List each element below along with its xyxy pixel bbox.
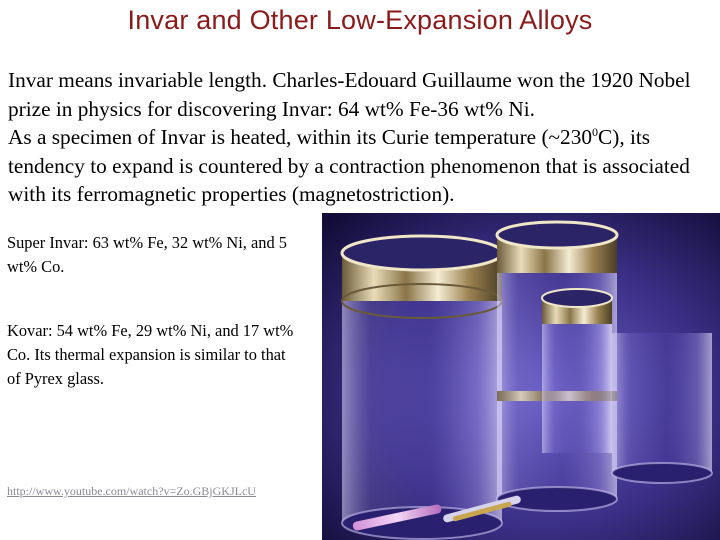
kovar-text: Kovar: 54 wt% Fe, 29 wt% Ni, and 17 wt% Co. Its thermal expansion is similar to that of Pyrex glass. [7,321,294,388]
intro-paragraph-2 [8,123,718,209]
super-invar-text: Super Invar: 63 wt% Fe, 32 wt% Ni, and 5 wt% Co. [7,233,287,276]
glass-cylinder-right [612,333,712,483]
intro-paragraph-1: Invar means invariable length. Charles-Edouard Guillaume won the 1920 Nobel prize in physics for discovering Invar: 64 wt% Fe-36 wt% Ni. [8,68,691,121]
video-link[interactable]: http://www.youtube.com/watch?v=Zo.GBjGKJLcU [7,484,256,498]
glass-cylinder-small [542,289,612,453]
degree-superscript: 0 [592,125,599,140]
photo-image [322,213,720,540]
intro-paragraph-2-start: As a specimen of Invar is heated, within its Curie temperature (~230 [8,125,593,150]
glass-cylinder-large [342,236,502,539]
intro-text [8,66,718,209]
intro-paragraph-2-end: C), its tendency to expand is countered by a contraction phenomenon that is associated with its ferromagnetic properties (magnetostriction). [8,125,690,207]
slide-title: Invar and Other Low-Expansion Alloys [127,5,593,35]
